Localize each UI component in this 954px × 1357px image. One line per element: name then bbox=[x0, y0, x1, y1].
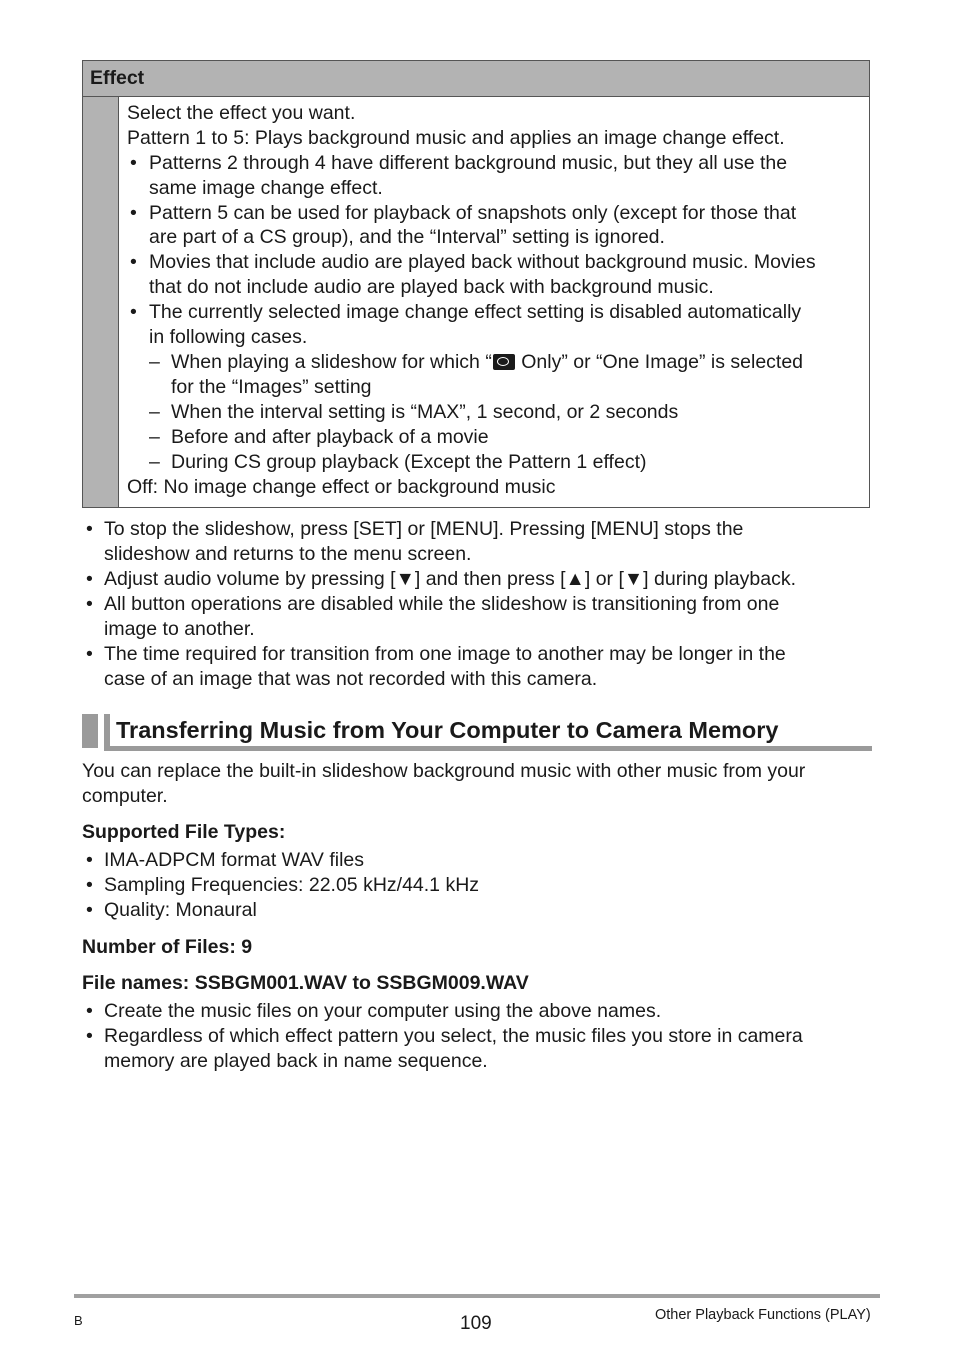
bullet-marker: • bbox=[86, 874, 93, 896]
section-intro-line-2: computer. bbox=[82, 785, 168, 807]
bullet-marker: • bbox=[86, 1025, 93, 1047]
effect-table-header bbox=[83, 61, 869, 97]
title-marker-block bbox=[82, 714, 98, 748]
bullet-marker: • bbox=[130, 251, 137, 273]
section-title-bar bbox=[82, 711, 872, 751]
title-marker-bar bbox=[104, 714, 110, 748]
effect-intro: Select the effect you want. bbox=[127, 102, 356, 124]
supported-item-2: Sampling Frequencies: 22.05 kHz/44.1 kHz bbox=[104, 874, 480, 896]
number-of-files-heading: Number of Files: 9 bbox=[82, 936, 253, 958]
effect-bullet-4-line-2: in following cases. bbox=[149, 326, 308, 348]
bullet-marker: • bbox=[86, 1000, 93, 1022]
dash-marker: – bbox=[149, 426, 160, 448]
note-4-line-1: The time required for transition from one image to another may be longer in the bbox=[104, 643, 786, 665]
effect-bullet-4-line-1: The currently selected image change effect setting is disabled automatically bbox=[149, 301, 802, 323]
effect-bullet-3-line-1: Movies that include audio are played back without background music. Movies bbox=[149, 251, 816, 273]
bullet-marker: • bbox=[130, 301, 137, 323]
effect-dash-1-line-2: for the “Images” setting bbox=[171, 376, 372, 398]
effect-header-label: Effect bbox=[90, 67, 145, 89]
note-4-line-2: case of an image that was not recorded with this camera. bbox=[104, 668, 598, 690]
bullet-marker: • bbox=[86, 849, 93, 871]
footer-language-code: B bbox=[74, 1313, 83, 1328]
effect-table-gutter bbox=[83, 97, 119, 507]
dash-marker: – bbox=[149, 401, 160, 423]
effect-dash-3: Before and after playback of a movie bbox=[171, 426, 489, 448]
supported-file-types-heading: Supported File Types: bbox=[82, 821, 286, 843]
note-3-line-1: All button operations are disabled while the slideshow is transitioning from one bbox=[104, 593, 780, 615]
effect-bullet-2-line-2: are part of a CS group), and the “Interval” setting is ignored. bbox=[149, 226, 665, 248]
create-files-item: Create the music files on your computer using the above names. bbox=[104, 1000, 662, 1022]
bullet-marker: • bbox=[86, 899, 93, 921]
footer-rule bbox=[74, 1294, 880, 1298]
effect-dash-2: When the interval setting is “MAX”, 1 second, or 2 seconds bbox=[171, 401, 679, 423]
effect-off-line: Off: No image change effect or background music bbox=[127, 476, 556, 498]
footer-chapter-title: Other Playback Functions (PLAY) bbox=[655, 1307, 871, 1323]
supported-item-1: IMA-ADPCM format WAV files bbox=[104, 849, 365, 871]
bullet-marker: • bbox=[86, 568, 93, 590]
effect-bullet-1-line-1: Patterns 2 through 4 have different background music, but they all use the bbox=[149, 152, 788, 174]
bullet-marker: • bbox=[86, 593, 93, 615]
title-underline bbox=[104, 746, 872, 751]
page-number: 109 bbox=[460, 1313, 492, 1334]
dash-marker: – bbox=[149, 451, 160, 473]
dash-1-text-after: Only” or “One Image” is selected bbox=[515, 351, 804, 373]
effect-bullet-1-line-2: same image change effect. bbox=[149, 177, 383, 199]
note-1-line-1: To stop the slideshow, press [SET] or [MENU]. Pressing [MENU] stops the bbox=[104, 518, 744, 540]
note-1-line-2: slideshow and returns to the menu screen. bbox=[104, 543, 472, 565]
section-intro-line-1: You can replace the built-in slideshow background music with other music from your bbox=[82, 760, 806, 782]
bullet-marker: • bbox=[130, 152, 137, 174]
file-names-heading: File names: SSBGM001.WAV to SSBGM009.WAV bbox=[82, 972, 529, 994]
snapshot-mode-icon bbox=[493, 354, 515, 370]
dash-marker: – bbox=[149, 351, 160, 373]
effect-dash-4: During CS group playback (Except the Pattern 1 effect) bbox=[171, 451, 647, 473]
dash-1-text-before: When playing a slideshow for which “ bbox=[171, 351, 492, 373]
effect-bullet-3-line-2: that do not include audio are played back with background music. bbox=[149, 276, 714, 298]
effect-bullet-2-line-1: Pattern 5 can be used for playback of snapshots only (except for those that bbox=[149, 202, 797, 224]
effect-pattern-line: Pattern 1 to 5: Plays background music and applies an image change effect. bbox=[127, 127, 785, 149]
effect-dash-1-line-1 bbox=[171, 350, 803, 375]
supported-item-3: Quality: Monaural bbox=[104, 899, 257, 921]
regardless-item-line-2: memory are played back in name sequence. bbox=[104, 1050, 488, 1072]
regardless-item-line-1: Regardless of which effect pattern you select, the music files you store in camera bbox=[104, 1025, 803, 1047]
bullet-marker: • bbox=[86, 518, 93, 540]
section-title: Transferring Music from Your Computer to Camera Memory bbox=[116, 717, 779, 743]
note-3-line-2: image to another. bbox=[104, 618, 255, 640]
bullet-marker: • bbox=[86, 643, 93, 665]
bullet-marker: • bbox=[130, 202, 137, 224]
note-2: Adjust audio volume by pressing [▼] and then press [▲] or [▼] during playback. bbox=[104, 568, 797, 590]
